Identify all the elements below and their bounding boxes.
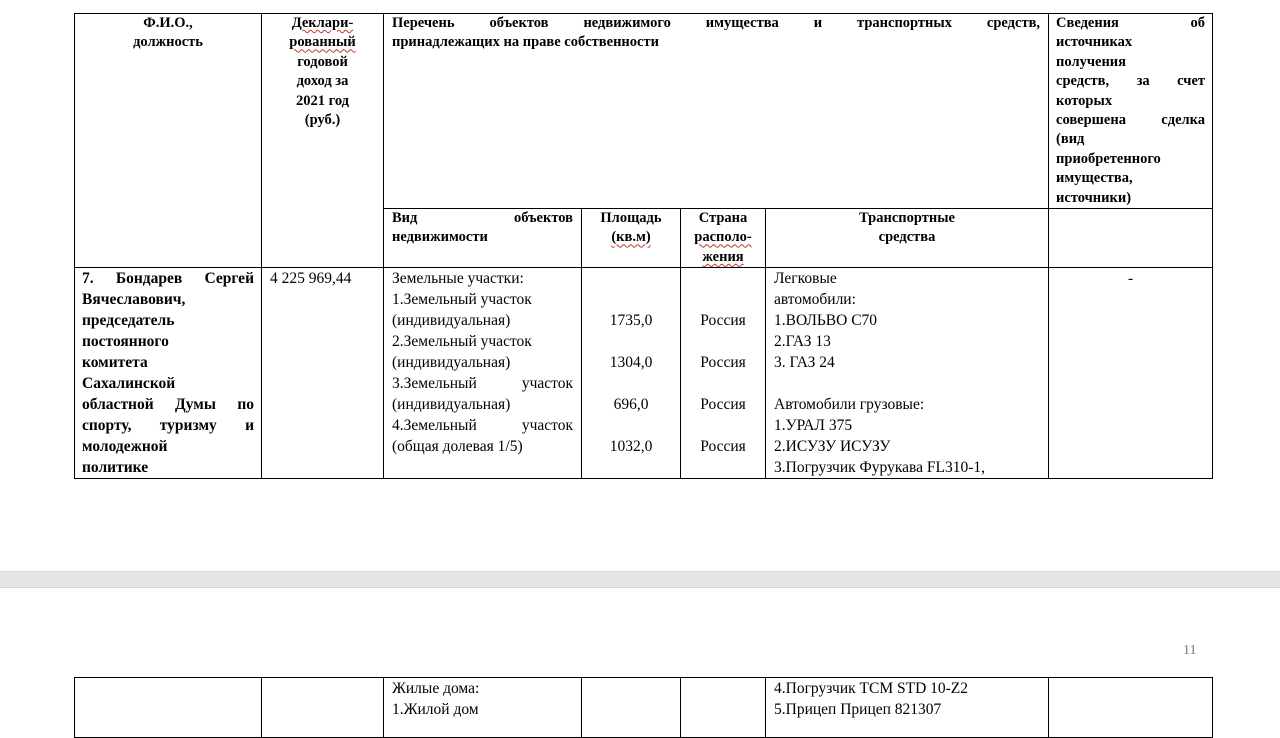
declared-income: 4 225 969,44 (262, 268, 384, 479)
header-fio: Ф.И.О., должность (75, 14, 262, 268)
page-number: 11 (1183, 643, 1197, 658)
subheader-property-type: Вид объектов недвижимости (384, 209, 582, 268)
table-row (75, 268, 1213, 479)
subheader-area: Площадь (кв.м) (582, 209, 681, 268)
continued-areas-empty (582, 678, 681, 738)
declaration-table-continued (74, 677, 1213, 738)
subheader-transport: Транспортные средства (766, 209, 1049, 268)
subheader-sources-empty (1049, 209, 1213, 268)
vehicle-furukawa-line: 3.Погрузчик Фурукава FL310-1, (774, 459, 985, 477)
document-page-bottom (0, 588, 1280, 719)
header-row (75, 14, 1213, 209)
table-row (75, 678, 1213, 738)
continued-income-empty (262, 678, 384, 738)
continued-sources-empty (1049, 678, 1213, 738)
funding-sources: - (1049, 268, 1213, 479)
property-countries: Россия Россия Россия Россия (681, 268, 766, 479)
person-fio-position: 7. Бондарев Сергей Вячеславович, председатель постоянного комитета Сахалинской областной Думы по спорту, туризму и молодежной политике (75, 268, 262, 479)
declaration-table (74, 13, 1213, 479)
continued-property-objects: Жилые дома: 1.Жилой дом (384, 678, 582, 738)
continued-fio-empty (75, 678, 262, 738)
header-income: Деклари- рованный годовой доход за 2021 год (руб.) (262, 14, 384, 268)
page-separator (0, 571, 1280, 588)
property-areas: 1735,0 1304,0 696,0 1032,0 (582, 268, 681, 479)
transport-vehicles: Легковые автомобили: 1.ВОЛЬВО С70 2.ГАЗ 13 3. ГАЗ 24 Автомобили грузовые: 1.УРАЛ 375 2.ИСУЗУ ИСУЗУ 3.Погрузчик Фурукава FL310-1, (766, 268, 1049, 479)
continued-countries-empty (681, 678, 766, 738)
property-objects: Земельные участки: 1.Земельный участок (индивидуальная) 2.Земельный участок (индивидуальная) 3.Земельный участок (индивидуальная) 4.Земельный участок (общая долевая 1/5) (384, 268, 582, 479)
header-sources: Сведения об источниках получения средств, за счет которых совершена сделка (вид приобретенного имущества, источники) (1049, 14, 1213, 209)
subheader-country: Страна располо- жения (681, 209, 766, 268)
continued-transport-vehicles: 4.Погрузчик TCM STD 10-Z2 5.Прицеп Прицеп 821307 (766, 678, 1049, 738)
header-property-list: Перечень объектов недвижимого имущества и транспортных средств, принадлежащих на праве собственности (384, 14, 1049, 209)
